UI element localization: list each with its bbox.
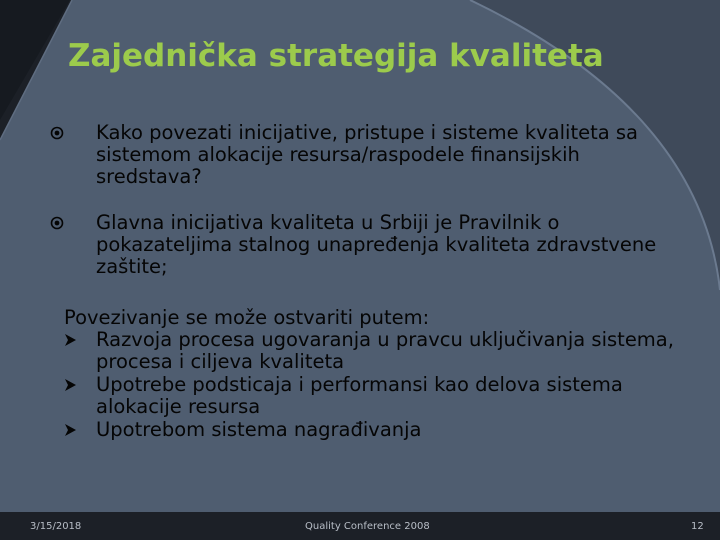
bullet-text: Kako povezati inicijative, pristupe i sisteme kvaliteta sa sistemom alokacije resursa/raspodele finansijskih sredstava?	[96, 121, 639, 188]
sub-bullet-item	[64, 419, 694, 441]
sub-bullet-item	[64, 374, 694, 418]
sub-bullet-text: Upotrebom sistema nagrađivanja	[96, 418, 422, 441]
ring-bullet-icon	[50, 216, 64, 230]
slide-number: 12	[691, 521, 704, 532]
bullet-item	[46, 122, 686, 188]
ring-bullet-icon	[50, 126, 64, 140]
connection-list	[64, 307, 694, 441]
slide-title: Zajednička strategija kvaliteta	[68, 38, 604, 74]
sub-bullet-item	[64, 329, 694, 373]
footer-conference: Quality Conference 2008	[305, 521, 430, 532]
arrow-bullet-icon	[64, 333, 77, 347]
sub-bullet-text: Upotrebe podsticaja i performansi kao delova sistema alokacije resursa	[96, 373, 623, 418]
arrow-bullet-icon	[64, 423, 77, 437]
connection-intro: Povezivanje se može ostvariti putem:	[64, 306, 430, 329]
sub-bullet-text: Razvoja procesa ugovaranja u pravcu uključivanja sistema, procesa i ciljeva kvaliteta	[96, 328, 674, 373]
footer-date: 3/15/2018	[30, 521, 82, 532]
bullet-item	[46, 212, 686, 278]
bullet-text: Glavna inicijativa kvaliteta u Srbiji je Pravilnik o pokazateljima stalnog unapređenja kvaliteta zdravstvene zaštite;	[96, 211, 657, 278]
arrow-bullet-icon	[64, 378, 77, 392]
